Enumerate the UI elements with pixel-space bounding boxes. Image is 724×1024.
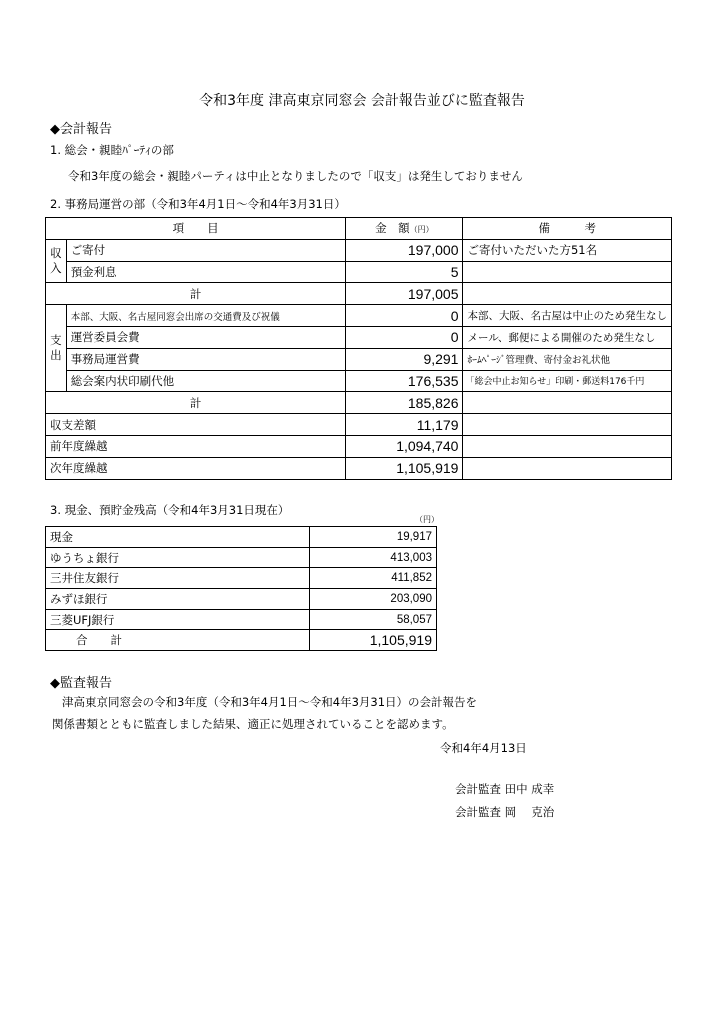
balance-item: 三井住友銀行 bbox=[46, 568, 310, 589]
balance-amount: 411,852 bbox=[310, 568, 437, 589]
summary-row bbox=[46, 457, 672, 479]
section3-heading: 3. 現金、預貯金残高（令和4年3月31日現在） bbox=[50, 503, 290, 517]
income-amount: 5 bbox=[346, 261, 463, 283]
expense-total-label: 計 bbox=[46, 392, 346, 414]
expense-label-cell bbox=[46, 305, 67, 392]
income-total-label: 計 bbox=[46, 283, 346, 305]
header-item: 項 目 bbox=[46, 218, 346, 240]
table-row bbox=[46, 326, 672, 348]
balance-amount: 203,090 bbox=[310, 589, 437, 610]
income-item: ご寄付 bbox=[66, 239, 346, 261]
balance-item: ゆうちょ銀行 bbox=[46, 547, 310, 568]
header-remarks: 備 考 bbox=[463, 218, 672, 240]
expense-remarks: メール、郵便による開催のため発生なし bbox=[463, 326, 672, 348]
expense-amount: 0 bbox=[346, 326, 463, 348]
balance-amount: 413,003 bbox=[310, 547, 437, 568]
table-row bbox=[46, 568, 437, 589]
table-row bbox=[46, 547, 437, 568]
operations-table bbox=[45, 217, 672, 480]
header-amount-unit: （円） bbox=[409, 225, 434, 235]
income-label: 収入 bbox=[50, 246, 62, 276]
audit-line1: 津高東京同窓会の令和3年度（令和3年4月1日～令和4年3月31日）の会計報告を bbox=[62, 695, 478, 709]
summary-remarks bbox=[463, 414, 672, 436]
summary-row bbox=[46, 435, 672, 457]
expense-amount: 0 bbox=[346, 305, 463, 327]
summary-row bbox=[46, 414, 672, 436]
balance-table bbox=[45, 526, 437, 651]
header-amount-label: 金 額 bbox=[375, 221, 410, 236]
section1-note: 令和3年度の総会・親睦パーティは中止となりましたので「収支」は発生しておりません bbox=[68, 169, 523, 183]
balance-amount: 19,917 bbox=[310, 527, 437, 548]
expense-item: 運営委員会費 bbox=[66, 326, 346, 348]
summary-amount: 11,179 bbox=[346, 414, 463, 436]
income-remarks: ご寄付いただいた方51名 bbox=[463, 239, 672, 261]
auditor-1: 会計監査 田中 成幸 bbox=[455, 782, 555, 796]
table-row bbox=[46, 589, 437, 610]
summary-remarks bbox=[463, 435, 672, 457]
expense-total-amount: 185,826 bbox=[346, 392, 463, 414]
expense-item: 事務局運営費 bbox=[66, 348, 346, 370]
expense-item: 総会案内状印刷代他 bbox=[66, 370, 346, 392]
section2-heading: 2. 事務局運営の部（令和3年4月1日～令和4年3月31日） bbox=[50, 197, 346, 211]
income-total-remarks bbox=[463, 283, 672, 305]
section1-heading: 1. 総会・親睦ﾊﾟｰﾃｨの部 bbox=[50, 143, 174, 157]
balance-amount: 58,057 bbox=[310, 609, 437, 630]
balance-item: みずほ銀行 bbox=[46, 589, 310, 610]
income-remarks bbox=[463, 261, 672, 283]
expense-label: 支出 bbox=[50, 333, 62, 363]
summary-item: 収支差額 bbox=[46, 414, 346, 436]
income-amount: 197,000 bbox=[346, 239, 463, 261]
summary-item: 次年度繰越 bbox=[46, 457, 346, 479]
expense-amount: 9,291 bbox=[346, 348, 463, 370]
income-item: 預金利息 bbox=[66, 261, 346, 283]
page-title: 令和3年度 津高東京同窓会 会計報告並びに監査報告 bbox=[199, 93, 525, 109]
table-row bbox=[46, 239, 672, 261]
summary-amount: 1,094,740 bbox=[346, 435, 463, 457]
balance-total-label: 合 計 bbox=[46, 630, 310, 651]
balance-item: 現金 bbox=[46, 527, 310, 548]
summary-item: 前年度繰越 bbox=[46, 435, 346, 457]
table-row bbox=[46, 609, 437, 630]
audit-heading: ◆監査報告 bbox=[50, 676, 112, 691]
expense-remarks: ﾎｰﾑﾍﾟｰｼﾞ管理費、寄付金お礼状他 bbox=[463, 348, 672, 370]
income-total-row bbox=[46, 283, 672, 305]
table-row bbox=[46, 527, 437, 548]
balance-total-amount: 1,105,919 bbox=[310, 630, 437, 651]
audit-date: 令和4年4月13日 bbox=[440, 741, 527, 755]
income-total-amount: 197,005 bbox=[346, 283, 463, 305]
expense-total-remarks bbox=[463, 392, 672, 414]
balance-item: 三菱UFJ銀行 bbox=[46, 609, 310, 630]
expense-remarks: 「総会中止お知らせ」印刷・郵送料176千円 bbox=[463, 370, 672, 392]
auditor-2: 会計監査 岡 克治 bbox=[455, 805, 555, 819]
expense-total-row bbox=[46, 392, 672, 414]
income-label-cell bbox=[46, 239, 67, 283]
accounting-heading: ◆会計報告 bbox=[50, 122, 112, 137]
expense-amount: 176,535 bbox=[346, 370, 463, 392]
section3-unit: （円） bbox=[415, 515, 439, 524]
expense-remarks: 本部、大阪、名古屋は中止のため発生なし bbox=[463, 305, 672, 327]
header-amount bbox=[346, 218, 463, 240]
balance-total-row bbox=[46, 630, 437, 651]
audit-line2: 関係書類とともに監査しました結果、適正に処理されていることを認めます。 bbox=[52, 717, 454, 731]
table-row bbox=[46, 370, 672, 392]
table-row bbox=[46, 305, 672, 327]
table-header-row bbox=[46, 218, 672, 240]
expense-item: 本部、大阪、名古屋同窓会出席の交通費及び祝儀 bbox=[66, 305, 346, 327]
summary-remarks bbox=[463, 457, 672, 479]
table-row bbox=[46, 348, 672, 370]
table-row bbox=[46, 261, 672, 283]
summary-amount: 1,105,919 bbox=[346, 457, 463, 479]
